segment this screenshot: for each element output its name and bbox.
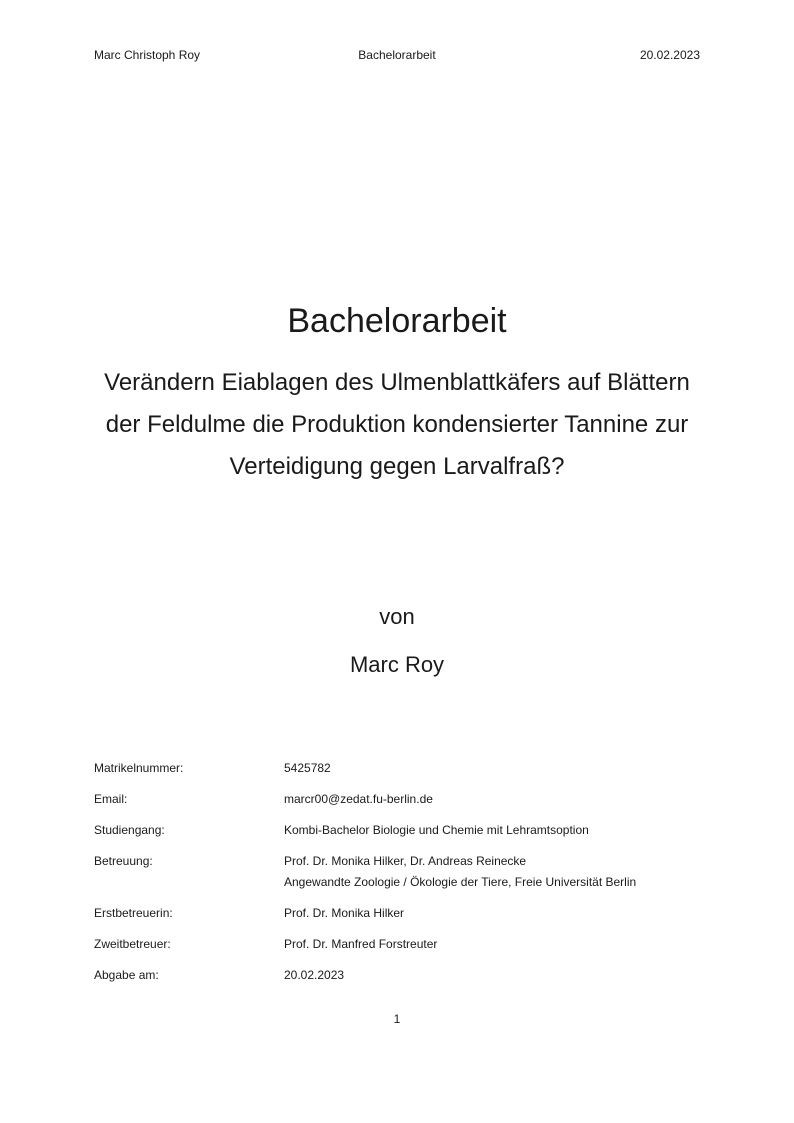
- thesis-title: Bachelorarbeit: [287, 302, 507, 340]
- header-author: Marc Christoph Roy: [94, 48, 201, 62]
- page-header: [94, 48, 700, 66]
- author-name: Marc Roy: [349, 652, 445, 677]
- detail-value: 20.02.2023: [284, 968, 345, 982]
- detail-value: Prof. Dr. Monika Hilker: [284, 906, 405, 920]
- page-number: 1: [393, 1012, 401, 1026]
- details-table: [94, 758, 734, 996]
- detail-row-betreuung: [94, 851, 734, 893]
- detail-label: Matrikelnummer:: [94, 761, 184, 775]
- detail-value: 5425782: [284, 761, 331, 775]
- detail-value: marcr00@zedat.fu-berlin.de: [284, 792, 433, 806]
- thesis-subtitle: Verändern Eiablagen des Ulmenblattkäfers auf Blättern der Feldulme die Produktion kondensierter Tannine zur Verteidigung gegen Larvalfraß?: [104, 369, 690, 480]
- detail-value: Kombi-Bachelor Biologie und Chemie mit Lehramtsoption: [284, 823, 589, 837]
- by-label: von: [379, 604, 415, 629]
- detail-row-zweitbetreuer: [94, 934, 734, 955]
- detail-label: Abgabe am:: [94, 968, 159, 982]
- detail-label: Betreuung:: [94, 854, 153, 868]
- header-document-type: Bachelorarbeit: [358, 48, 436, 62]
- detail-row-studiengang: [94, 820, 734, 841]
- detail-label: Erstbetreuerin:: [94, 906, 173, 920]
- detail-label: Studiengang:: [94, 823, 165, 837]
- detail-value-line: Angewandte Zoologie / Ökologie der Tiere, Freie Universität Berlin: [284, 875, 637, 889]
- detail-row-matrikel: [94, 758, 734, 779]
- detail-value: [284, 851, 734, 893]
- detail-row-email: [94, 789, 734, 810]
- detail-label: Email:: [94, 792, 128, 806]
- header-date: 20.02.2023: [639, 48, 700, 62]
- detail-value-line: Prof. Dr. Monika Hilker, Dr. Andreas Reinecke: [284, 854, 527, 868]
- detail-row-abgabe: [94, 965, 734, 986]
- detail-row-erstbetreuerin: [94, 903, 734, 924]
- detail-label: Zweitbetreuer:: [94, 937, 171, 951]
- detail-value: Prof. Dr. Manfred Forstreuter: [284, 937, 438, 951]
